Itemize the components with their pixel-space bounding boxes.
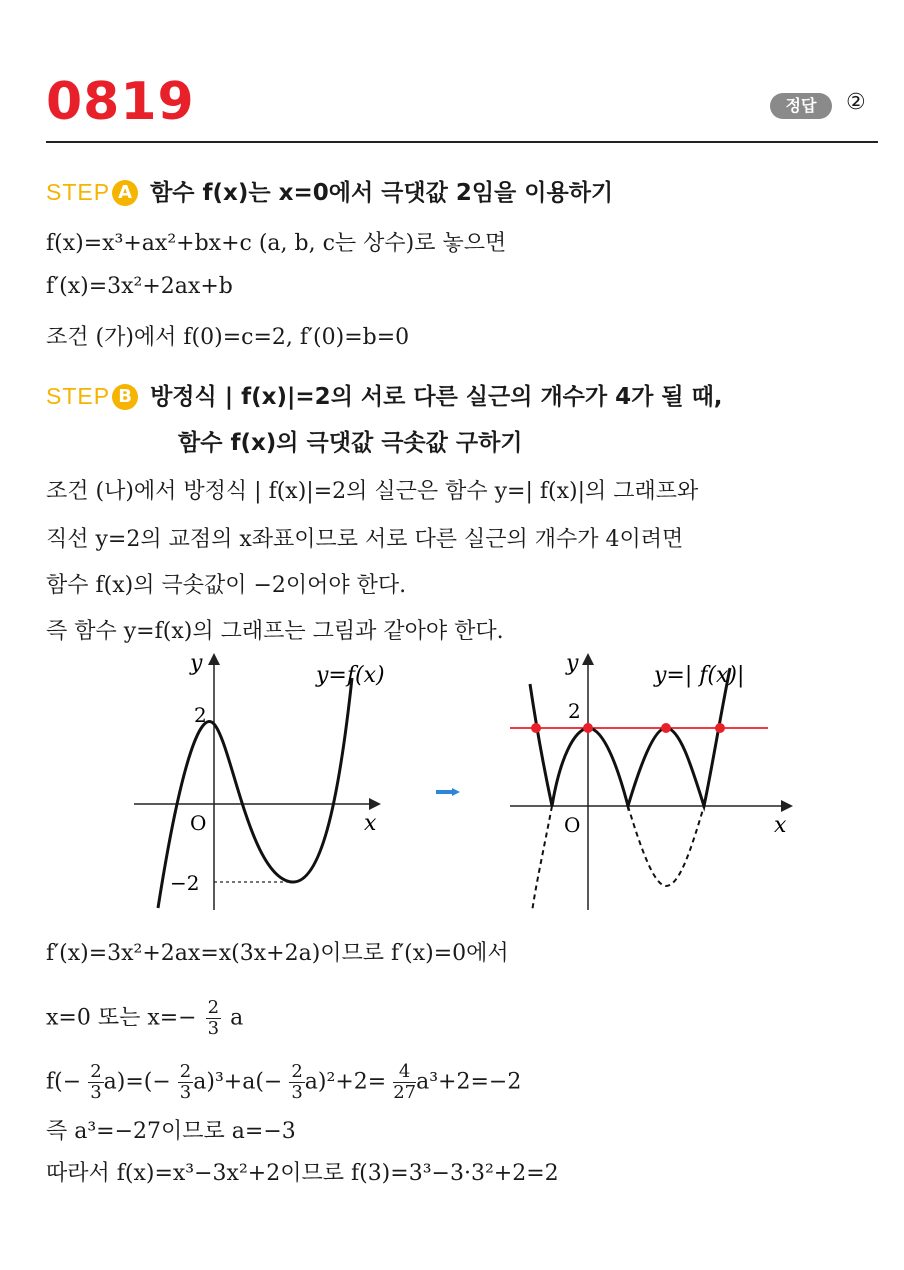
step-a-line-2: f′(x)=3x²+2ax+b (46, 274, 233, 299)
l3-mid2: a)³+a(− (193, 1069, 283, 1095)
label-2: 2 (194, 703, 207, 727)
step-b-title-2: 함수 f(x)의 극댓값 극솟값 구하기 (178, 430, 523, 456)
step-a-line-1: f(x)=x³+ax²+bx+c (a, b, c는 상수)로 놓으면 (46, 231, 507, 256)
solution-line-3 (46, 1062, 521, 1103)
right-arrow-icon (436, 788, 460, 796)
header-divider (46, 141, 878, 143)
solution-line-2 (46, 998, 243, 1039)
label-2: 2 (568, 699, 581, 723)
step-b-heading (46, 378, 723, 411)
label-neg2: −2 (170, 871, 200, 895)
step-a-letter-icon: A (112, 180, 138, 206)
intersection-point (715, 723, 725, 733)
step-b-line-1: 조건 (나)에서 방정식 | f(x)|=2의 실근은 함수 y=| f(x)|의 그래프와 (46, 479, 699, 504)
step-a-heading (46, 174, 613, 207)
l3-f: f (46, 1069, 55, 1095)
step-b-label: STEP (46, 383, 111, 409)
step-b-line-4: 즉 함수 y=f(x)의 그래프는 그림과 같아야 한다. (46, 619, 504, 644)
numerator: 2 (291, 1061, 303, 1082)
denominator: 3 (179, 1082, 192, 1103)
step-b-line-3: 함수 f(x)의 극솟값이 −2이어야 한다. (46, 573, 407, 598)
solution-line-1: f′(x)=3x²+2ax=x(3x+2a)이므로 f′(x)=0에서 (46, 941, 509, 966)
y-axis-label: y (190, 651, 203, 676)
numerator: 4 (393, 1062, 416, 1083)
denominator: 27 (393, 1082, 417, 1103)
problem-number: 0819 (46, 72, 195, 132)
curve-abs-f (530, 668, 730, 806)
x-axis-label: x (774, 813, 787, 838)
graph-f (120, 648, 400, 918)
graph-abs-f (498, 648, 798, 918)
answer-value: ② (846, 90, 866, 115)
denominator: 3 (90, 1082, 102, 1103)
numerator: 2 (179, 1061, 192, 1082)
answer-badge: 정답 (770, 93, 832, 119)
fraction (206, 998, 221, 1039)
intersection-point (531, 723, 541, 733)
solution-line-5: 따라서 f(x)=x³−3x²+2이므로 f(3)=3³−3·3²+2=2 (46, 1161, 559, 1186)
l3-mid1: a)=(− (103, 1069, 171, 1095)
intersection-point (661, 723, 671, 733)
origin-label: O (564, 813, 581, 837)
step-b-line-2: 직선 y=2의 교점의 x좌표이므로 서로 다른 실근의 개수가 4이려면 (46, 527, 684, 552)
curve-f-label: y=f(x) (316, 663, 385, 688)
l2-text: x=0 또는 x=− (46, 1005, 197, 1031)
fraction (88, 1062, 103, 1103)
numerator: 2 (207, 997, 220, 1018)
l2-a: a (230, 1005, 244, 1031)
denominator: 3 (207, 1018, 220, 1039)
numerator: 2 (90, 1061, 102, 1082)
fraction (393, 1062, 416, 1103)
dashed-min (628, 806, 704, 886)
dashed-left (532, 806, 552, 912)
fraction (289, 1062, 304, 1103)
intersection-point (583, 723, 593, 733)
origin-label: O (190, 811, 207, 835)
denominator: 3 (291, 1082, 303, 1103)
solution-line-4: 즉 a³=−27이므로 a=−3 (46, 1119, 296, 1144)
step-a-line-3: 조건 (가)에서 f(0)=c=2, f′(0)=b=0 (46, 325, 410, 350)
fraction (178, 1062, 193, 1103)
l3-mid3: a)²+2= (304, 1069, 387, 1095)
step-b-letter-icon: B (112, 384, 138, 410)
x-axis-label: x (364, 811, 377, 836)
y-axis-label: y (566, 651, 579, 676)
l3-end: a³+2=−2 (416, 1069, 522, 1095)
step-a-title: 함수 f(x)는 x=0에서 극댓값 2임을 이용하기 (150, 180, 614, 206)
step-a-label: STEP (46, 179, 111, 205)
curve-abs-f-label: y=| f(x)| (654, 663, 745, 688)
step-b-title-1: 방정식 | f(x)|=2의 서로 다른 실근의 개수가 4가 될 때, (150, 384, 723, 410)
l3-open: (− (54, 1069, 82, 1095)
